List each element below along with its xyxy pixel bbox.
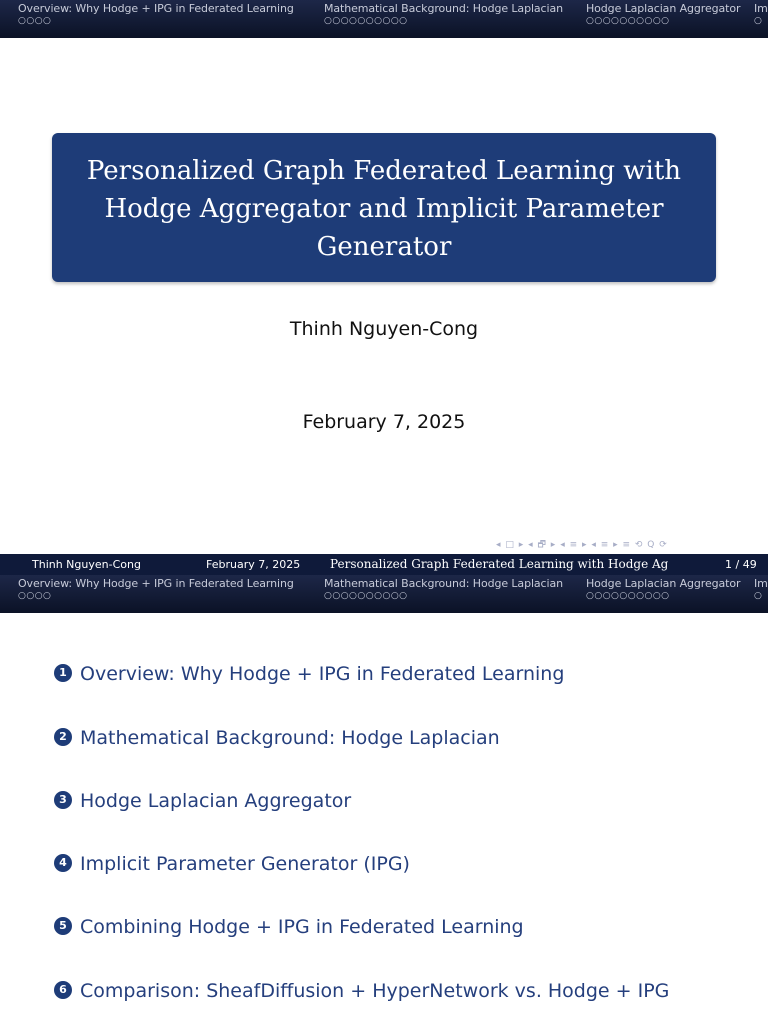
toc-item-overview[interactable] (54, 660, 564, 688)
toc-item-math-background[interactable] (54, 724, 500, 752)
toc-number-badge: 5 (54, 917, 72, 935)
nav-section-label: Mathematical Background: Hodge Laplacian (324, 577, 563, 590)
toc-number-badge: 3 (54, 791, 72, 809)
toc-item-combining[interactable] (54, 913, 524, 941)
toc-item-hodge-aggregator[interactable] (54, 787, 351, 815)
toc-item-label: Mathematical Background: Hodge Laplacian (80, 727, 500, 749)
presentation-title: Personalized Graph Federated Learning with Hodge Aggregator and Implicit Parameter Generator (86, 156, 682, 262)
toc-number-badge: 6 (54, 981, 72, 999)
nav-section-label: Hodge Laplacian Aggregator (586, 577, 741, 590)
presentation-date: February 7, 2025 (302, 411, 466, 433)
footer-author: Thinh Nguyen-Cong (32, 558, 141, 571)
nav-section-label: Overview: Why Hodge + IPG in Federated Learning (18, 577, 294, 590)
nav-section-hodge-aggregator[interactable] (586, 577, 740, 601)
nav-section-overview[interactable] (18, 2, 294, 26)
footer-bar (0, 554, 768, 575)
author-name: Thinh Nguyen-Cong (289, 318, 479, 340)
nav-section-label: Overview: Why Hodge + IPG in Federated Learning (18, 2, 294, 15)
footer-page-number: 1 / 49 (725, 558, 757, 571)
footer-title: Personalized Graph Federated Learning with Hodge Ag (330, 557, 669, 571)
toc-item-label: Overview: Why Hodge + IPG in Federated Learning (80, 663, 565, 685)
toc-item-label: Combining Hodge + IPG in Federated Learning (80, 916, 524, 938)
top-navigation-bar (0, 0, 768, 38)
toc-item-label: Hodge Laplacian Aggregator (80, 790, 352, 812)
nav-section-label: Im (754, 577, 768, 590)
nav-section-dots: ○ (754, 591, 763, 601)
toc-number-badge: 4 (54, 854, 72, 872)
title-block (52, 133, 716, 282)
nav-section-dots: ○ (754, 16, 763, 26)
toc-item-label: Implicit Parameter Generator (IPG) (80, 853, 410, 875)
toc-item-label: Comparison: SheafDiffusion + HyperNetwork vs. Hodge + IPG (80, 980, 670, 1002)
nav-section-math-background[interactable] (324, 577, 563, 601)
top-navigation-bar (0, 575, 768, 613)
toc-number-badge: 1 (54, 664, 72, 682)
toc-item-ipg[interactable] (54, 850, 410, 878)
nav-section-hodge-aggregator[interactable] (586, 2, 740, 26)
nav-section-dots: ○○○○○○○○○○ (324, 591, 408, 601)
nav-section-dots: ○○○○ (18, 591, 52, 601)
nav-section-dots: ○○○○○○○○○○ (586, 591, 670, 601)
toc-number-badge: 2 (54, 728, 72, 746)
nav-section-ipg[interactable] (754, 2, 768, 26)
nav-section-overview[interactable] (18, 577, 294, 601)
nav-section-dots: ○○○○○○○○○○ (586, 16, 670, 26)
toc-item-comparison[interactable] (54, 977, 669, 1005)
nav-section-dots: ○○○○○○○○○○ (324, 16, 408, 26)
nav-section-math-background[interactable] (324, 2, 563, 26)
beamer-navigation-symbols[interactable]: ◂ □ ▸ ◂ 🗗 ▸ ◂ ≡ ▸ ◂ ≡ ▸ ≡ ⟲ Q ⟳ (496, 540, 668, 550)
nav-section-dots: ○○○○ (18, 16, 52, 26)
nav-section-label: Mathematical Background: Hodge Laplacian (324, 2, 563, 15)
nav-section-label: Im (754, 2, 768, 15)
nav-section-label: Hodge Laplacian Aggregator (586, 2, 741, 15)
footer-date: February 7, 2025 (206, 558, 301, 571)
nav-section-ipg[interactable] (754, 577, 768, 601)
